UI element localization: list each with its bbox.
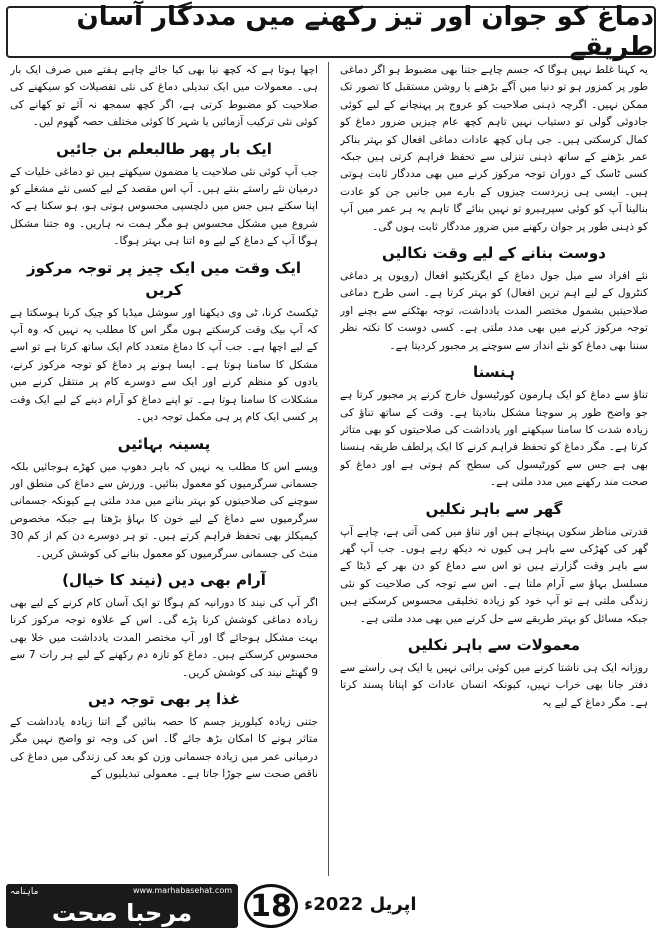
section-heading: ایک بار پھر طالبعلم بن جائیں [56, 139, 272, 158]
website-link[interactable]: www.marhabasehat.com [132, 886, 232, 895]
paragraph: تناؤ سے دماغ کو ایک ہارمون کورٹیسول خارج کرنے پر مجبور کرتا ہے جو واضح طور پر سوچنا مشکل بنادیتا ہے۔ وقت کے ساتھ تناؤ کی زیادہ شدت کا سامنا سیکھنے اور یادداشت کی صلاحیتوں کو بھی متاثر کرتا ہے۔ مگر دماغ کو تحفظ فراہم کرنے کا ایک پرلطف طریقہ ہنسنا بھی ہے جس سے کورٹیسول کی سطح کم ہوتی ہے اور دماغ کو صحت مند رکھنے میں مدد ملتی ہے۔ [340, 389, 648, 489]
section-heading: پسینہ بہائیں [117, 434, 211, 453]
paragraph: ٹیکسٹ کرنا، ٹی وی دیکھنا اور سوشل میڈیا کو چیک کرنا ہوسکتا ہے کہ آپ بیک وقت کرسکتے ہوں مگر اس کا مطلب یہ نہیں کہ وہ آپ کے لیے اچھا ہے۔ جب آپ کا دماغ متعدد کام ایک ساتھ کرتا ہے تو اسے مشکل کا سامنا ہوتا ہے۔ ایسا ہونے پر دماغ کو توجہ مرکوز کرنے، یادوں کو منظم کرنے اور ایک سے دوسرے کام پر منتقل کرنے میں مشکلات کا سامنا ہوتا ہے۔ تو اپنے دماغ کو آرام دینے کے لیے ایک وقت پر کسی ایک کام پر ہی مکمل توجہ دیں۔ [10, 306, 318, 424]
page-footer [6, 884, 652, 928]
paragraph: جتنی زیادہ کیلوریز جسم کا حصہ بنائیں گے اتنا زیادہ یادداشت کے متاثر ہونے کا امکان بڑھ جائے گا۔ اس کی وجہ تو واضح نہیں مگر درمیانی عمر میں زیادہ جسمانی وزن کو بعد کی زندگی میں دماغ کی ناقص صحت سے جوڑا جاتا ہے۔ معمولی تبدیلیوں کے [10, 715, 318, 781]
paragraph: ویسے اس کا مطلب یہ نہیں کہ باہر دھوپ میں کھڑے ہوجائیں بلکہ جسمانی سرگرمیوں کو معمول بنائیں۔ ورزش سے دماغ کی منطق اور سوچنے کی صلاحیتوں کو بہتر بنانے میں مدد ملتی ہے کیونکہ جسمانی سرگرمیوں سے دماغ کے لیے خون کا بہاؤ بڑھتا ہے جبکہ مخصوص کیمیکلز بھی تحفظ فراہم کرتے ہیں۔ تو ہر دوسرے دن کم از کم 30 منٹ کی جسمانی سرگرمیوں کو معمول بنانے کی کوشش کریں۔ [10, 460, 318, 560]
section-heading: گھر سے باہر نکلیں [425, 499, 563, 518]
paragraph: یہ کہنا غلط نہیں ہوگا کہ جسم چاہے جتنا بھی مضبوط ہو اگر دماغی طور پر کمزور ہو تو دنیا میں آگے بڑھنے یا روشن مستقبل کا تصور تک ممکن نہیں۔ اگرچہ ذہنی صلاحیت کو عروج پر پہنچانے کے لیے کوئی جادوئی گولی تو دستیاب نہیں تاہم کچھ عام چیزیں ضرور دماغ کو کمال کرسکتی ہیں۔ جی ہاں کچھ عادات دماغی افعال کو بہتر بناکر عمر بڑھنے کے ساتھ ذہنی تنزلی سے تحفظ فراہم کرتی ہیں جبکہ کسی ٹاسک کے دوران توجہ مرکوز کرنے میں بھی مددگار ثابت ہوتی ہیں۔ ایسی ہی زبردست چیزوں کے بارے میں جانیں جن کو عادت بنالینا آپ کو کوئی سپرہیرو تو نہیں بنائے گا تاہم یہ ہر عمر میں آپ کو ذہنی طور پر جوان رکھنے میں ضرور مددگار ثابت ہوں گی۔ [340, 64, 648, 233]
paragraph: قدرتی مناظر سکون پہنچاتے ہیں اور تناؤ میں کمی آتی ہے، چاہے آپ گھر کی کھڑکی سے باہر ہی کیوں نہ دیکھ رہے ہوں۔ جب آپ گھر سے باہر وقت گزارتے ہیں تو اس سے دماغ کو دن بھر کے ڈیٹا کے مسلسل بہاؤ سے آرام ملتا ہے۔ اس سے توجہ کی صلاحیت کو نئی زندگی ملتی ہے تو آپ خود کو زیادہ تخلیقی محسوس کرسکتے ہیں جبکہ مسائل کو بہتر طریقے سے حل کرنے میں بھی مدد ملتی ہے۔ [340, 525, 648, 625]
section-heading: غذا پر بھی توجہ دیں [87, 689, 241, 708]
page-number: 18 [244, 884, 298, 928]
section-heading: دوست بنانے کے لیے وقت نکالیں [382, 244, 606, 263]
paragraph: اگر آپ کی نیند کا دورانیہ کم ہوگا تو ایک آسان کام کرنے کے لیے بھی زیادہ دماغی کوشش کرنا پڑے گی۔ اس کے علاوہ توجہ مرکوز کرنا بہت مشکل ہوجائے گا اور آپ مختصر المدت یادداشت میں خلا بھی محسوس کرسکتے ہیں۔ دماغ کو تازہ دم رکھنے کے لیے ہر رات 7 سے 9 گھنٹے نیند کی کوشش کریں۔ [10, 596, 318, 679]
magazine-label: ماہنامہ [10, 887, 39, 897]
title-banner [6, 2, 656, 62]
magazine-name: مرحبا صحت [51, 899, 193, 927]
magazine-logo [6, 884, 238, 928]
paragraph: جب آپ کوئی نئی صلاحیت یا مضمون سیکھتے ہیں تو دماغی خلیات کے درمیان نئے راستے بنتے ہیں۔ آپ اس مقصد کے لیے کسی نئے مشغلے کو اپنا سکتے ہیں جس میں دلچسپی محسوس ہوتی ہو، ہو سکتا ہے کہ شروع میں مشکل محسوس ہو مگر ہمت نہ ہاریں۔ وہ جتنا مشکل ہوگا آپ کے دماغ کے لیے وہ اتنا ہی بہتر ہوگا۔ [10, 165, 318, 248]
section-heading: آرام بھی دیں (نیند کا خیال) [62, 570, 266, 589]
issue-date: اپریل 2022ء [304, 894, 417, 915]
section-heading: ہنسنا [473, 363, 515, 382]
section-heading: معمولات سے باہر نکلیں [407, 635, 581, 654]
left-column [10, 62, 318, 876]
article-title: دماغ کو جوان اور تیز رکھنے میں مددگار آسان طریقے [76, 2, 654, 62]
section-heading: ایک وقت میں ایک چیز پر توجہ مرکوز کریں [27, 258, 301, 299]
right-column [340, 62, 648, 876]
column-divider [328, 62, 329, 876]
paragraph: روزانہ ایک ہی ناشتا کرنے میں کوئی برائی نہیں یا ایک ہی راستے سے دفتر جانا بھی خراب نہیں، کیونکہ انسان عادات کو اپنانا پسند کرتا ہے۔ مگر دماغ کے لیے یہ [340, 661, 648, 709]
paragraph: اچھا ہوتا ہے کہ کچھ نیا بھی کیا جائے چاہے ہفتے میں صرف ایک بار ہی۔ معمولات میں ایک تبدیلی دماغ کی نئی تفصیلات کو سیکھنے کی صلاحیت کو مضبوط کرتی ہے، اگر کچھ سمجھ نہ آئے تو کھانے کی کوئی نئی ترکیب آزمائیں یا شہر کا کوئی مختلف حصہ گھوم لیں۔ [10, 64, 318, 129]
paragraph: نئے افراد سے میل جول دماغ کے ایگزیکٹیو افعال (رویوں پر دماغی کنٹرول کے لیے اہم ترین افعال) کو بہتر کرتا ہے۔ اسی طرح دماغی صلاحیتیں بشمول مختصر المدت یادداشت، توجہ بھٹکنے سے بچنے اور توجہ مرکوز کرنے میں بھی مدد ملتی ہے۔ کسی دوست کا نکتہ نظر سننا بھی دماغ کو نئے انداز سے سوچنے پر مجبور کردیتا ہے۔ [340, 270, 648, 352]
